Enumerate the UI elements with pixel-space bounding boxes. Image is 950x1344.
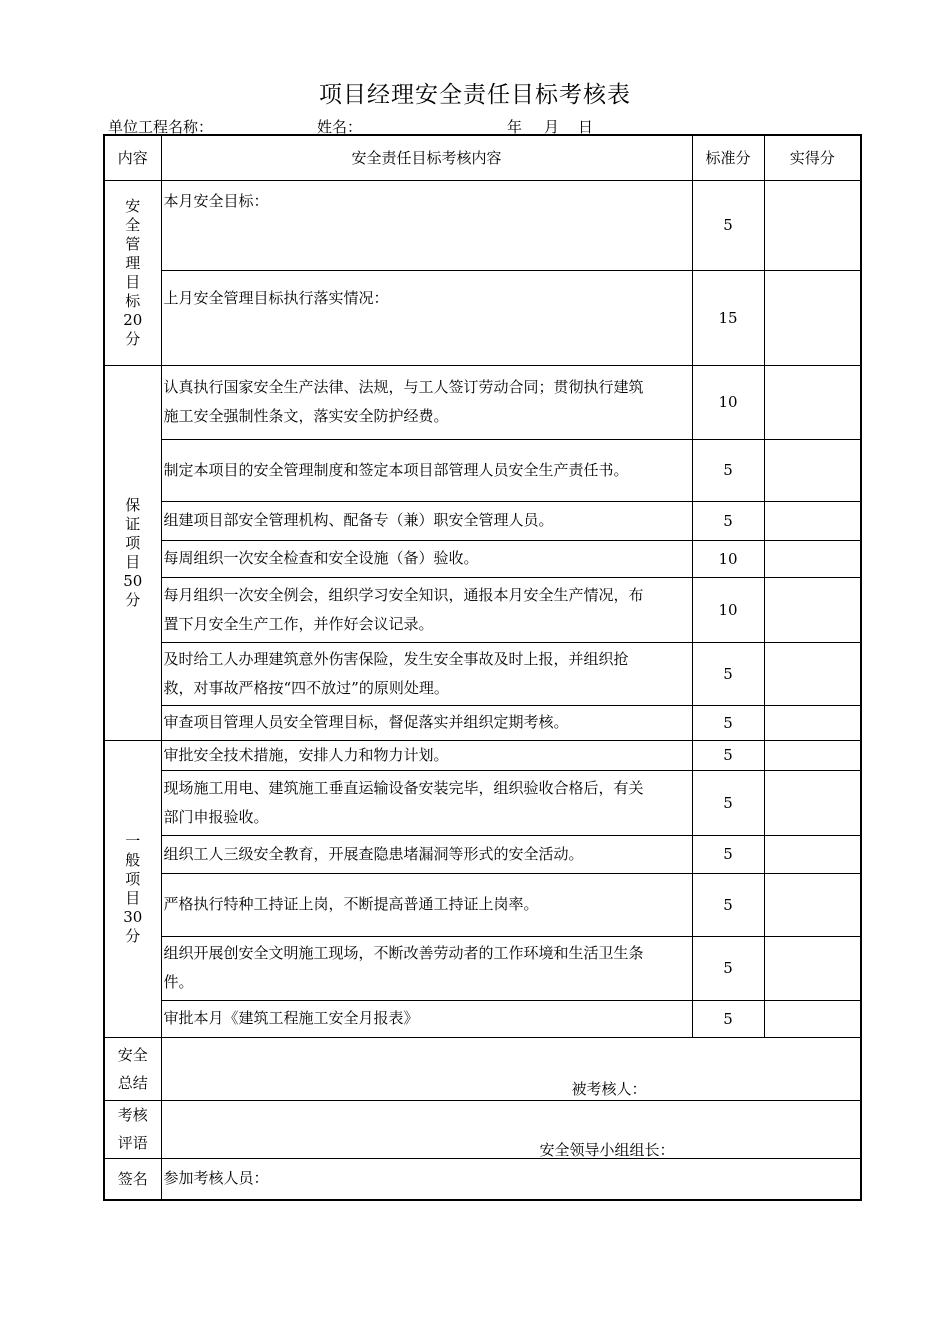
- table-row: [104, 270, 861, 365]
- standard-score: 5: [692, 642, 764, 705]
- standard-score: 5: [692, 501, 764, 540]
- item-text: 现场施工用电、建筑施工垂直运输设备安装完毕，组织验收合格后，有关 部门申报验收。: [161, 770, 692, 835]
- standard-score: 10: [692, 365, 764, 439]
- participants-field[interactable]: 参加考核人员：: [161, 1158, 861, 1200]
- header-assess: 安全责任目标考核内容: [161, 135, 692, 180]
- table-row: [104, 1000, 861, 1037]
- page-title: 项目经理安全责任目标考核表: [319, 82, 631, 108]
- header-standard: 标准分: [692, 135, 764, 180]
- summary-field[interactable]: [161, 1037, 861, 1100]
- actual-score-cell[interactable]: [764, 936, 861, 1000]
- actual-score-cell[interactable]: [764, 770, 861, 835]
- item-text: 认真执行国家安全生产法律、法规，与工人签订劳动合同；贯彻执行建筑 施工安全强制性条文，落实安全防护经费。: [161, 365, 692, 439]
- header-row: [104, 135, 861, 180]
- actual-score-cell[interactable]: [764, 501, 861, 540]
- actual-score-cell[interactable]: [764, 642, 861, 705]
- actual-score-cell[interactable]: [764, 873, 861, 936]
- table-row: [104, 577, 861, 642]
- section-label-general: 一 般 项 目 30 分: [104, 740, 161, 1037]
- header-actual: 实得分: [764, 135, 861, 180]
- item-text: 本月安全目标：: [161, 180, 692, 270]
- section-label-mgmt: 安 全 管 理 目 标 20 分: [104, 180, 161, 365]
- item-text: 审批本月《建筑工程施工安全月报表》: [161, 1000, 692, 1037]
- table-row: [104, 540, 861, 577]
- item-text: 组织开展创安全文明施工现场，不断改善劳动者的工作环境和生活卫生条 件。: [161, 936, 692, 1000]
- actual-score-cell[interactable]: [764, 270, 861, 365]
- month-label: 月: [544, 118, 560, 136]
- year-label: 年: [507, 118, 523, 136]
- table-row: [104, 873, 861, 936]
- table-row: [104, 501, 861, 540]
- table-row: [104, 180, 861, 270]
- comment-field[interactable]: [161, 1100, 861, 1158]
- table-row: [104, 835, 861, 873]
- actual-score-cell[interactable]: [764, 540, 861, 577]
- header-content: 内容: [104, 135, 161, 180]
- standard-score: 10: [692, 577, 764, 642]
- comment-row: [104, 1100, 861, 1158]
- assessment-table: [103, 134, 862, 1201]
- actual-score-cell[interactable]: [764, 835, 861, 873]
- standard-score: 5: [692, 835, 764, 873]
- item-text: 审批安全技术措施，安排人力和物力计划。: [161, 740, 692, 770]
- standard-score: 5: [692, 770, 764, 835]
- item-text: 上月安全管理目标执行落实情况：: [161, 270, 692, 365]
- signature-row: [104, 1158, 861, 1200]
- actual-score-cell[interactable]: [764, 365, 861, 439]
- standard-score: 5: [692, 873, 764, 936]
- actual-score-cell[interactable]: [764, 180, 861, 270]
- standard-score: 5: [692, 180, 764, 270]
- actual-score-cell[interactable]: [764, 705, 861, 740]
- item-text: 每月组织一次安全例会，组织学习安全知识，通报本月安全生产情况，布 置下月安全生产工作，并作好会议记录。: [161, 577, 692, 642]
- day-label: 日: [578, 118, 594, 136]
- table-row: [104, 365, 861, 439]
- standard-score: 10: [692, 540, 764, 577]
- item-text: 每周组织一次安全检查和安全设施（备）验收。: [161, 540, 692, 577]
- table-row: [104, 642, 861, 705]
- item-text: 组织工人三级安全教育，开展查隐患堵漏洞等形式的安全活动。: [161, 835, 692, 873]
- name-label: 姓名：: [317, 118, 363, 136]
- leader-label: 安全领导小组组长：: [539, 1140, 675, 1159]
- item-text: 制定本项目的安全管理制度和签定本项目部管理人员安全生产责任书。: [161, 439, 692, 501]
- actual-score-cell[interactable]: [764, 1000, 861, 1037]
- standard-score: 5: [692, 439, 764, 501]
- item-text: 严格执行特种工持证上岗，不断提高普通工持证上岗率。: [161, 873, 692, 936]
- standard-score: 5: [692, 1000, 764, 1037]
- item-text: 组建项目部安全管理机构、配备专（兼）职安全管理人员。: [161, 501, 692, 540]
- examinee-label: 被考核人：: [571, 1079, 647, 1098]
- table-row: [104, 439, 861, 501]
- item-text: 及时给工人办理建筑意外伤害保险，发生安全事故及时上报，并组织抢 救，对事故严格按“四不放过”的原则处理。: [161, 642, 692, 705]
- sign-label: 签名: [104, 1158, 161, 1200]
- actual-score-cell[interactable]: [764, 577, 861, 642]
- summary-row: [104, 1037, 861, 1100]
- standard-score: 5: [692, 740, 764, 770]
- table-row: [104, 936, 861, 1000]
- standard-score: 5: [692, 936, 764, 1000]
- section-label-guarantee: 保 证 项 目 50 分: [104, 365, 161, 740]
- actual-score-cell[interactable]: [764, 439, 861, 501]
- standard-score: 15: [692, 270, 764, 365]
- unit-name-label: 单位工程名称：: [108, 118, 214, 136]
- item-text: 审查项目管理人员安全管理目标，督促落实并组织定期考核。: [161, 705, 692, 740]
- summary-label: 安全 总结: [104, 1037, 161, 1100]
- comment-label: 考核 评语: [104, 1100, 161, 1158]
- table-row: [104, 770, 861, 835]
- table-row: [104, 705, 861, 740]
- table-row: [104, 740, 861, 770]
- standard-score: 5: [692, 705, 764, 740]
- actual-score-cell[interactable]: [764, 740, 861, 770]
